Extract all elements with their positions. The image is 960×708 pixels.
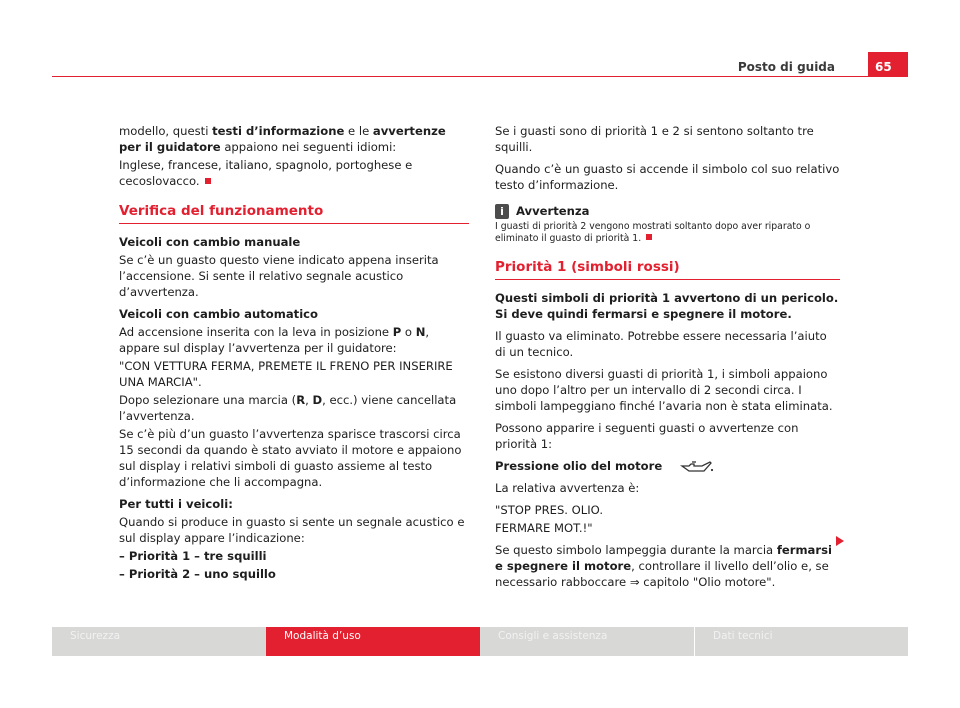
right-paragraph-4: Se esistono diversi guasti di priorità 1, i simboli appaiono uno dopo l’altro per un intervallo di 2 secondi circa. I simboli lampeggiano finché l’avaria non è stata eliminata. [495,367,833,413]
left-column [119,123,469,584]
cross-reference-arrow: ⇒ [629,575,640,589]
section-heading-priorita-1: Priorità 1 (simboli rossi) [495,259,840,280]
end-square-icon [205,178,211,184]
footer-tabs [52,627,908,656]
tab-consigli-assistenza[interactable]: Consigli e assistenza [480,627,694,656]
intro-paragraph: modello, questi testi d’informazione e le avvertenze per il guidatore appaiono nei seguenti idiomi: [119,124,446,154]
right-paragraph-2: Quando c’è un guasto si accende il simbolo col suo relativo testo d’informazione. [495,162,840,192]
oil-pressure-heading: Pressione olio del motore [495,458,840,474]
continue-arrow-icon[interactable] [835,536,845,546]
right-paragraph-3: Il guasto va eliminato. Potrebbe essere necessaria l’aiuto di un tecnico. [495,329,827,359]
tab-modalita-uso[interactable]: Modalità d’uso [266,627,480,656]
right-paragraph-6: La relativa avvertenza è: [495,481,640,495]
all-vehicles-paragraph: Quando si produce in guasto si sente un segnale acustico e sul display appare l’indicazione: [119,515,465,545]
right-column [495,123,840,596]
page-header-title: Posto di guida [737,60,835,74]
note-text: I guasti di priorità 2 vengono mostrati soltanto dopo aver riparato o eliminato il guasto di priorità 1. [495,221,811,244]
display-quote: "CON VETTURA FERMA, PREMETE IL FRENO PER INSERIRE UNA MARCIA". [119,359,453,389]
tab-sicurezza[interactable]: Sicurezza [52,627,266,656]
header-rule [52,76,908,77]
info-icon: i [495,204,509,219]
tab-dati-tecnici[interactable]: Dati tecnici [694,627,908,656]
oil-quote-line-2: FERMARE MOT.!" [495,521,593,535]
bold-warning-lead: Questi simboli di priorità 1 avvertono di un pericolo. Si deve quindi fermarsi e spegnere il motore. [495,291,839,321]
note-heading [495,203,840,219]
oil-can-icon [680,460,714,474]
manual-paragraph: Se c’è un guasto questo viene indicato appena inserita l’accensione. Si sente il relativo segnale acustico d’avvertenza. [119,253,439,299]
right-last-paragraph: Se questo simbolo lampeggia durante la marcia fermarsi e spegnere il motore, controllare il livello dell’olio e, se necessario rabboccare ⇒ capitolo "Olio motore". [495,543,832,589]
auto-paragraph: Ad accensione inserita con la leva in posizione P o N, appare sul display l’avvertenza per il guidatore: [119,325,430,355]
end-square-icon [646,234,652,240]
auto-heading: Veicoli con cambio automatico [119,307,319,321]
note-title: Avvertenza [516,204,590,218]
gear-paragraph: Dopo selezionare una marcia (R, D, ecc.) viene cancellata l’avvertenza. [119,393,457,423]
page-number: 65 [868,52,908,76]
priority-1-item: – Priorità 1 – tre squilli [119,549,267,563]
section-heading-verifica: Verifica del funzionamento [119,203,469,224]
right-paragraph-1: Se i guasti sono di priorità 1 e 2 si sentono soltanto tre squilli. [495,124,814,154]
manual-heading: Veicoli con cambio manuale [119,235,301,249]
languages-paragraph: Inglese, francese, italiano, spagnolo, portoghese e cecoslovacco. [119,158,413,188]
multi-fault-paragraph: Se c’è più d’un guasto l’avvertenza sparisce trascorsi circa 15 secondi da quando è stato avviato il motore e appaiono sul display i relativi simboli di guasto assieme al testo d’informazione che li accompagna. [119,427,462,489]
right-paragraph-5: Possono apparire i seguenti guasti o avvertenze con priorità 1: [495,421,799,451]
oil-quote-line-1: "STOP PRES. OLIO. [495,503,604,517]
priority-2-item: – Priorità 2 – uno squillo [119,567,276,581]
all-vehicles-heading: Per tutti i veicoli: [119,497,233,511]
